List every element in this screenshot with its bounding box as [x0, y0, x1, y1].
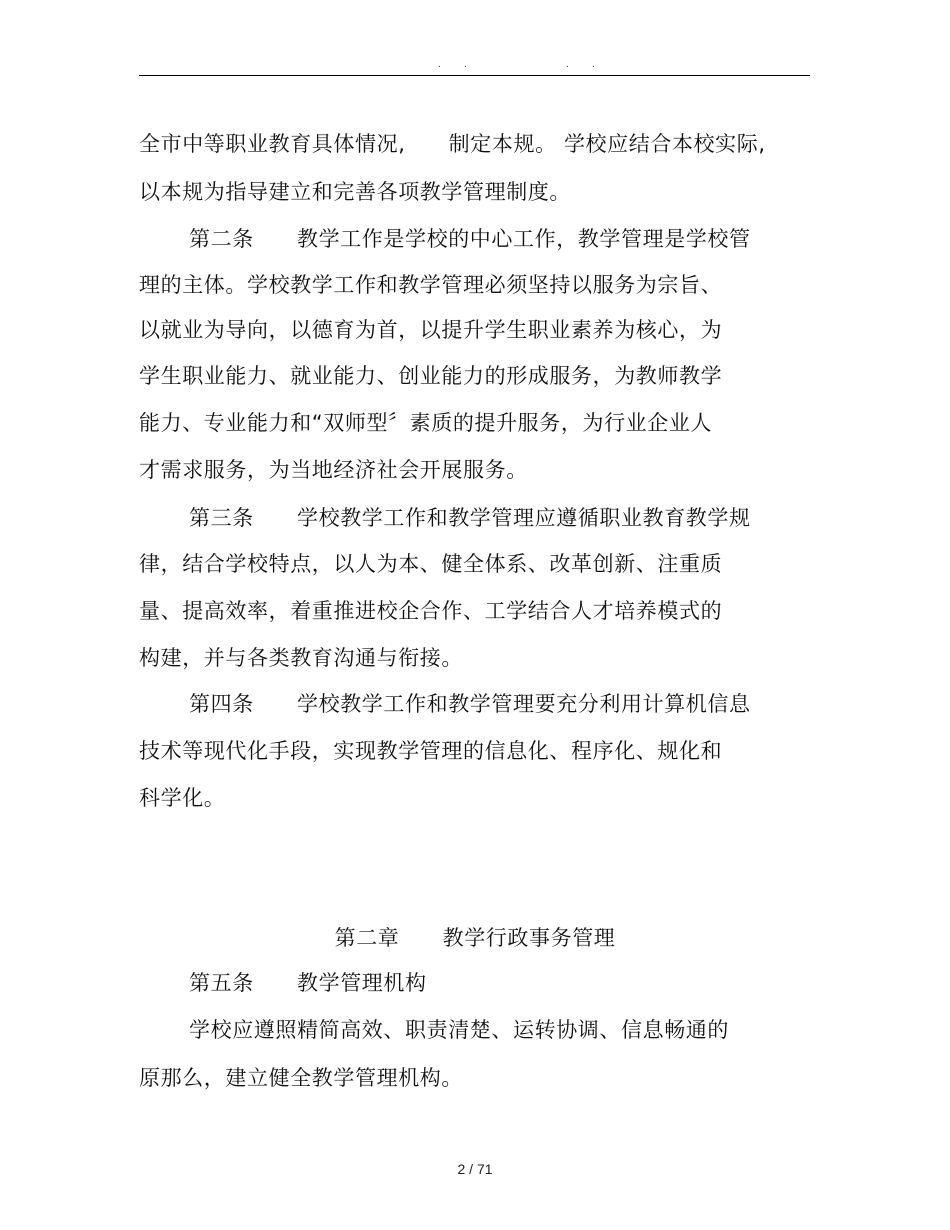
body-line: 科学化。: [139, 786, 226, 810]
header-mark: .: [592, 59, 595, 70]
article-5-heading-line: 第五条 教学管理机构: [189, 971, 427, 995]
page-header-marks: [0, 58, 950, 72]
page-number: 2 / 71: [457, 1161, 493, 1177]
article-3-heading-line: 第三条 学校教学工作和教学管理应遵循职业教育教学规: [189, 506, 751, 530]
body-line: 全市中等职业教育具体情况, 制定本规。 学校应结合本校实际,: [139, 132, 766, 156]
body-line: 才需求服务，为当地经济社会开展服务。: [139, 458, 528, 482]
article-4-heading-line: 第四条 学校教学工作和教学管理要充分利用计算机信息: [189, 692, 751, 716]
body-line: 以就业为导向，以德育为首，以提升学生职业素养为核心，为: [139, 318, 723, 342]
header-mark: .: [566, 59, 569, 70]
body-line: 能力、专业能力和“双师型〞素质的提升服务，为行业企业人: [139, 411, 713, 435]
body-line: 律，结合学校特点，以人为本、健全体系、改革创新、注重质: [139, 552, 723, 576]
chapter-title: 第二章 教学行政事务管理: [334, 926, 616, 950]
body-line: 以本规为指导建立和完善各项教学管理制度。: [139, 180, 571, 204]
body-line: 学生职业能力、就业能力、创业能力的形成服务，为教师教学: [139, 364, 723, 388]
body-line: 构建，并与各类教育沟通与衔接。: [139, 646, 463, 670]
body-line: 量、提高效率，着重推进校企合作、工学结合人才培养模式的: [139, 599, 723, 623]
body-line: 学校应遵照精简高效、职责清楚、运转协调、信息畅通的: [189, 1018, 729, 1042]
body-line: 理的主体。学校教学工作和教学管理必须坚持以服务为宗旨、: [139, 273, 723, 297]
body-line: 技术等现代化手段，实现教学管理的信息化、程序化、规化和: [139, 739, 723, 763]
header-rule: [139, 75, 810, 76]
header-mark: .: [438, 59, 441, 70]
body-line: 原那么，建立健全教学管理机构。: [139, 1066, 463, 1090]
article-2-heading-line: 第二条 教学工作是学校的中心工作，教学管理是学校管: [189, 227, 751, 251]
header-mark: .: [464, 59, 467, 70]
